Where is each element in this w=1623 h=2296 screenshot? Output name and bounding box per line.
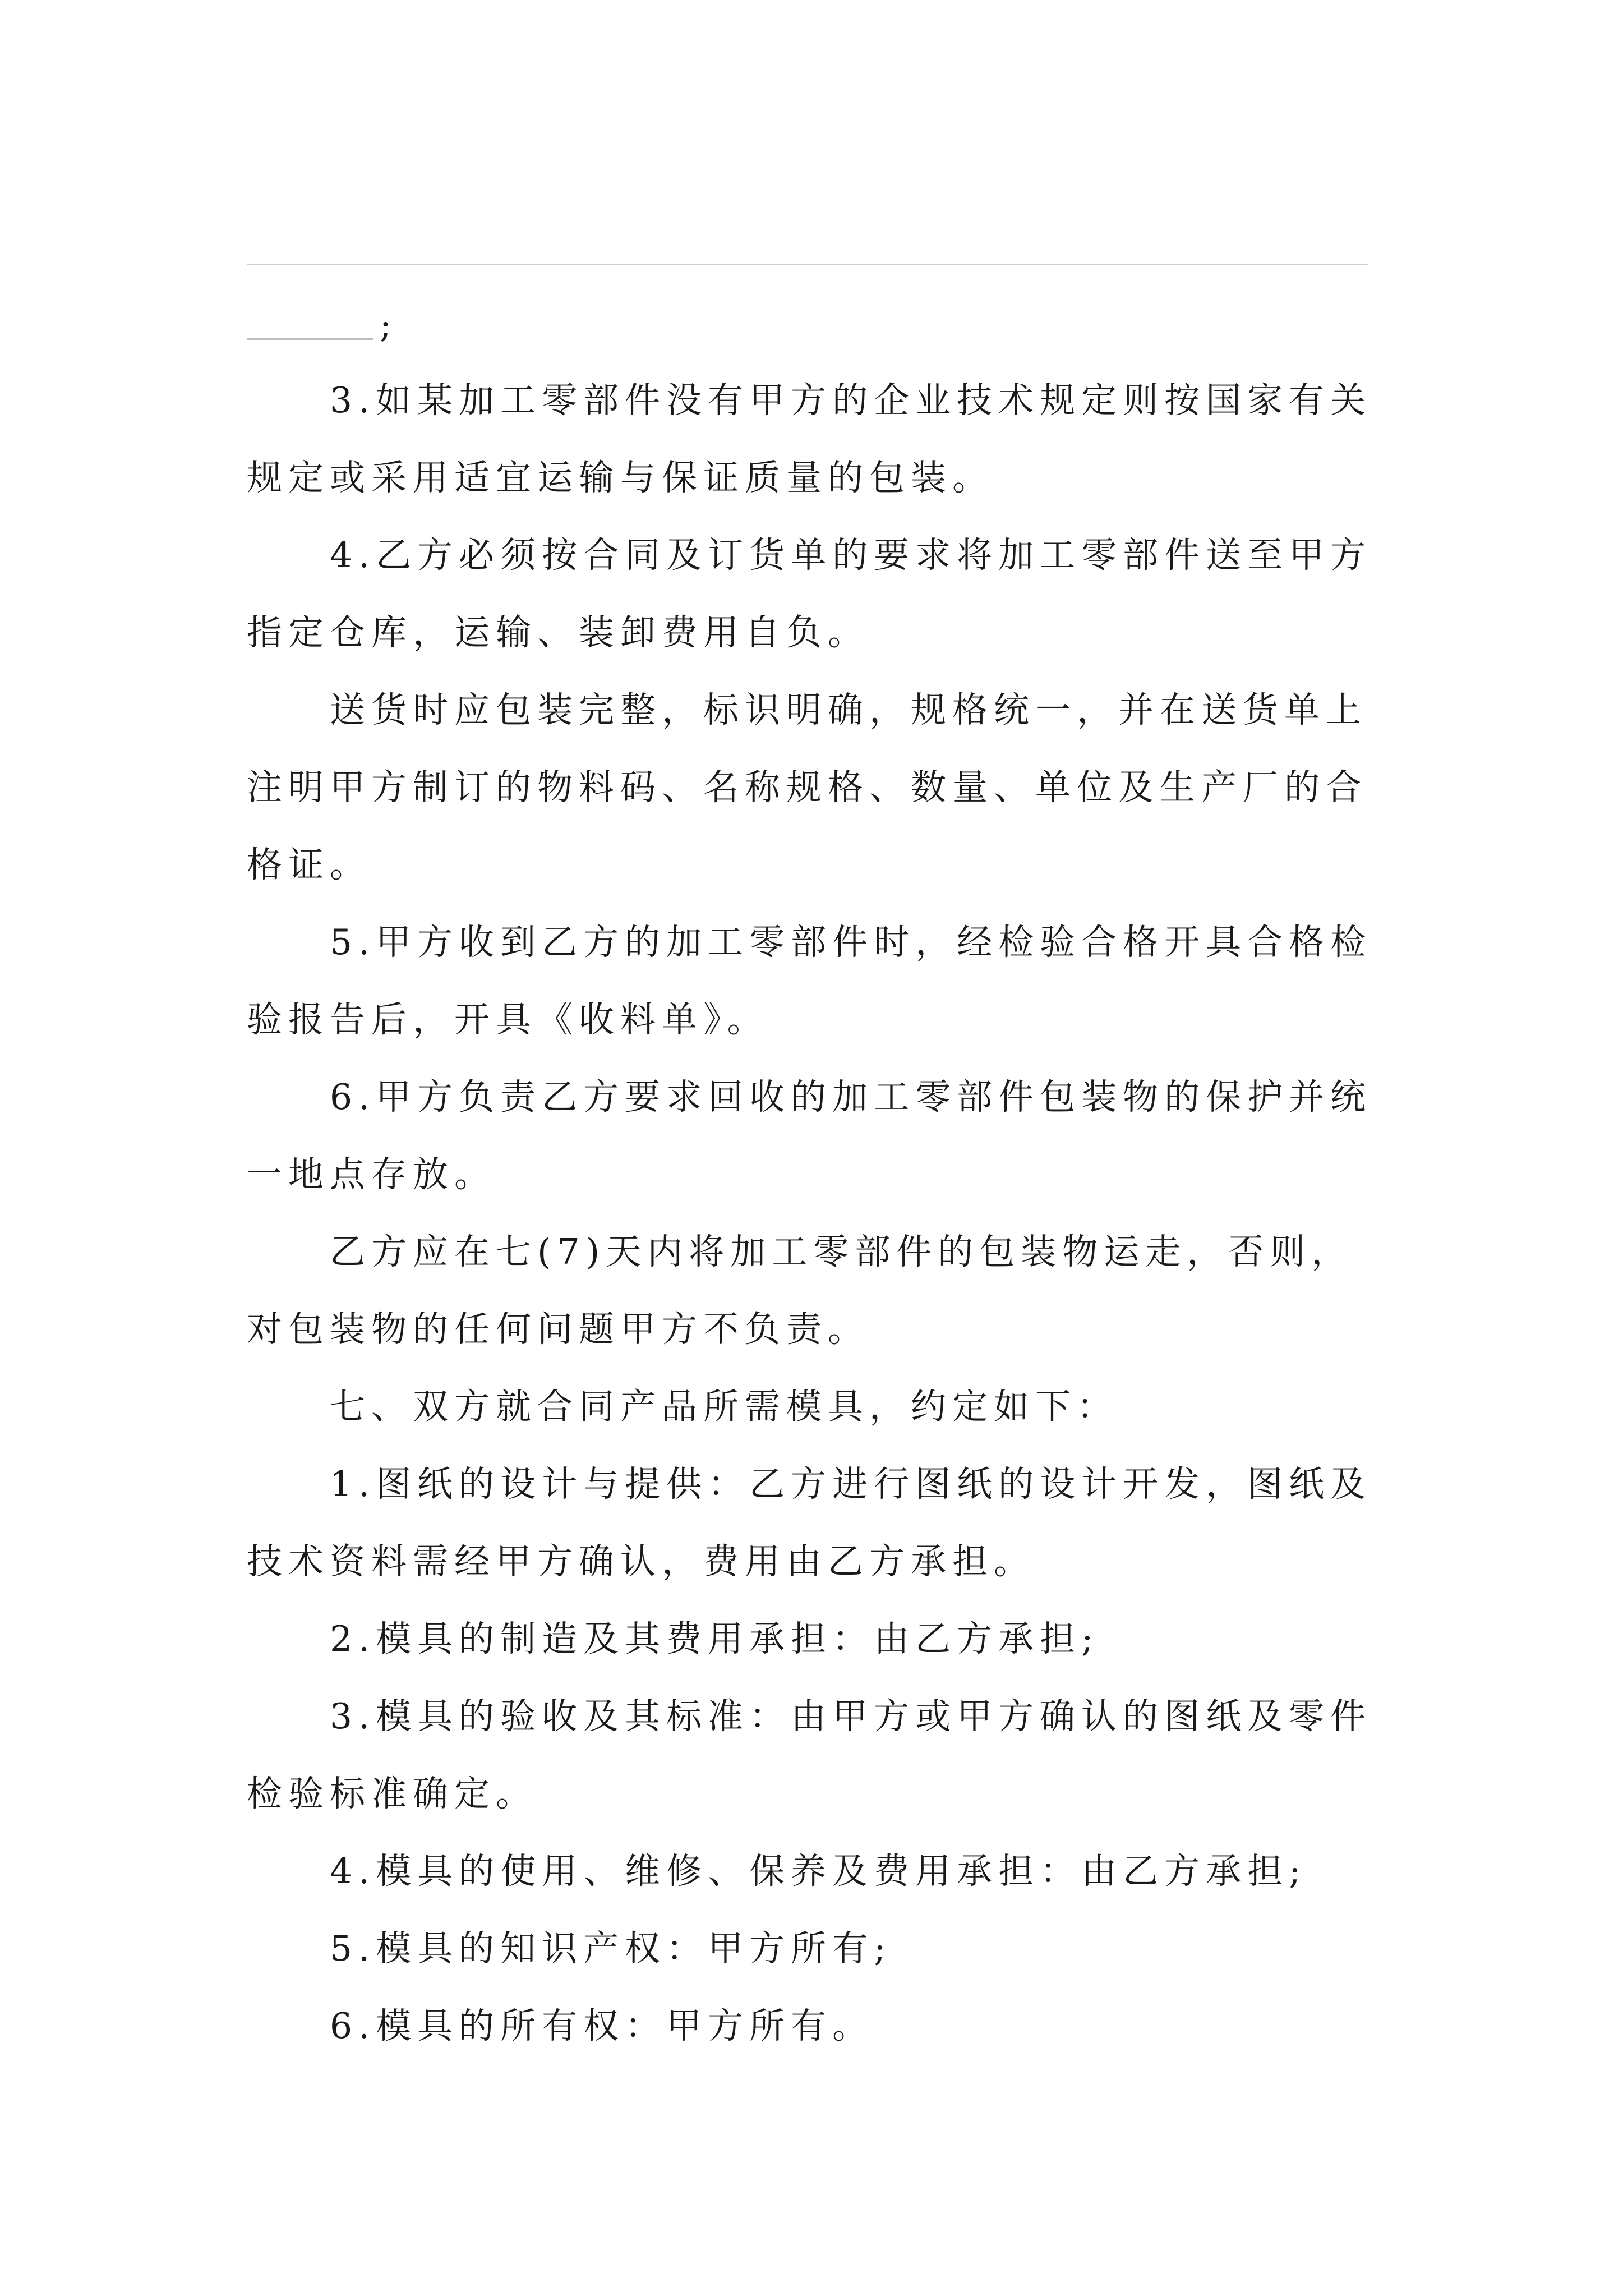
blank-field-line bbox=[247, 303, 397, 348]
paragraph: 送货时应包装完整，标识明确，规格统一，并在送货单上注明甲方制订的物料码、名称规格、数量、单位及生产厂的合格证。 bbox=[247, 689, 1367, 885]
paragraph: 4.乙方必须按合同及订货单的要求将加工零部件送至甲方指定仓库，运输、装卸费用自负。 bbox=[247, 535, 1372, 653]
paragraph: 4.模具的使用、维修、保养及费用承担：由乙方承担; bbox=[330, 1851, 1307, 1892]
paragraph: 3.如某加工零部件没有甲方的企业技术规定则按国家有关规定或采用适宜运输与保证质量的包装。 bbox=[247, 380, 1372, 498]
fill-in-line bbox=[247, 264, 1368, 265]
paragraph: 七、双方就合同产品所需模具，约定如下： bbox=[330, 1386, 1118, 1427]
paragraph: 6.甲方负责乙方要求回收的加工零部件包装物的保护并统一地点存放。 bbox=[247, 1076, 1372, 1195]
paragraph: 3.模具的验收及其标准：由甲方或甲方确认的图纸及零件检验标准确定。 bbox=[247, 1696, 1372, 1814]
paragraph: 5.甲方收到乙方的加工零部件时，经检验合格开具合格检验报告后，开具《收料单》。 bbox=[247, 922, 1372, 1040]
paragraph: 1.图纸的设计与提供：乙方进行图纸的设计开发，图纸及技术资料需经甲方确认，费用由乙方承担。 bbox=[247, 1464, 1372, 1582]
blank-underline bbox=[247, 338, 373, 340]
paragraph: 5.模具的知识产权：甲方所有; bbox=[330, 1928, 892, 1969]
document-body bbox=[247, 362, 1391, 2065]
blank-suffix: ; bbox=[380, 305, 397, 346]
paragraph: 6.模具的所有权：甲方所有。 bbox=[330, 2005, 874, 2046]
paragraph: 乙方应在七(7)天内将加工零部件的包装物运走，否则，对包装物的任何问题甲方不负责。 bbox=[247, 1231, 1353, 1350]
paragraph: 2.模具的制造及其费用承担：由乙方承担; bbox=[330, 1618, 1100, 1659]
